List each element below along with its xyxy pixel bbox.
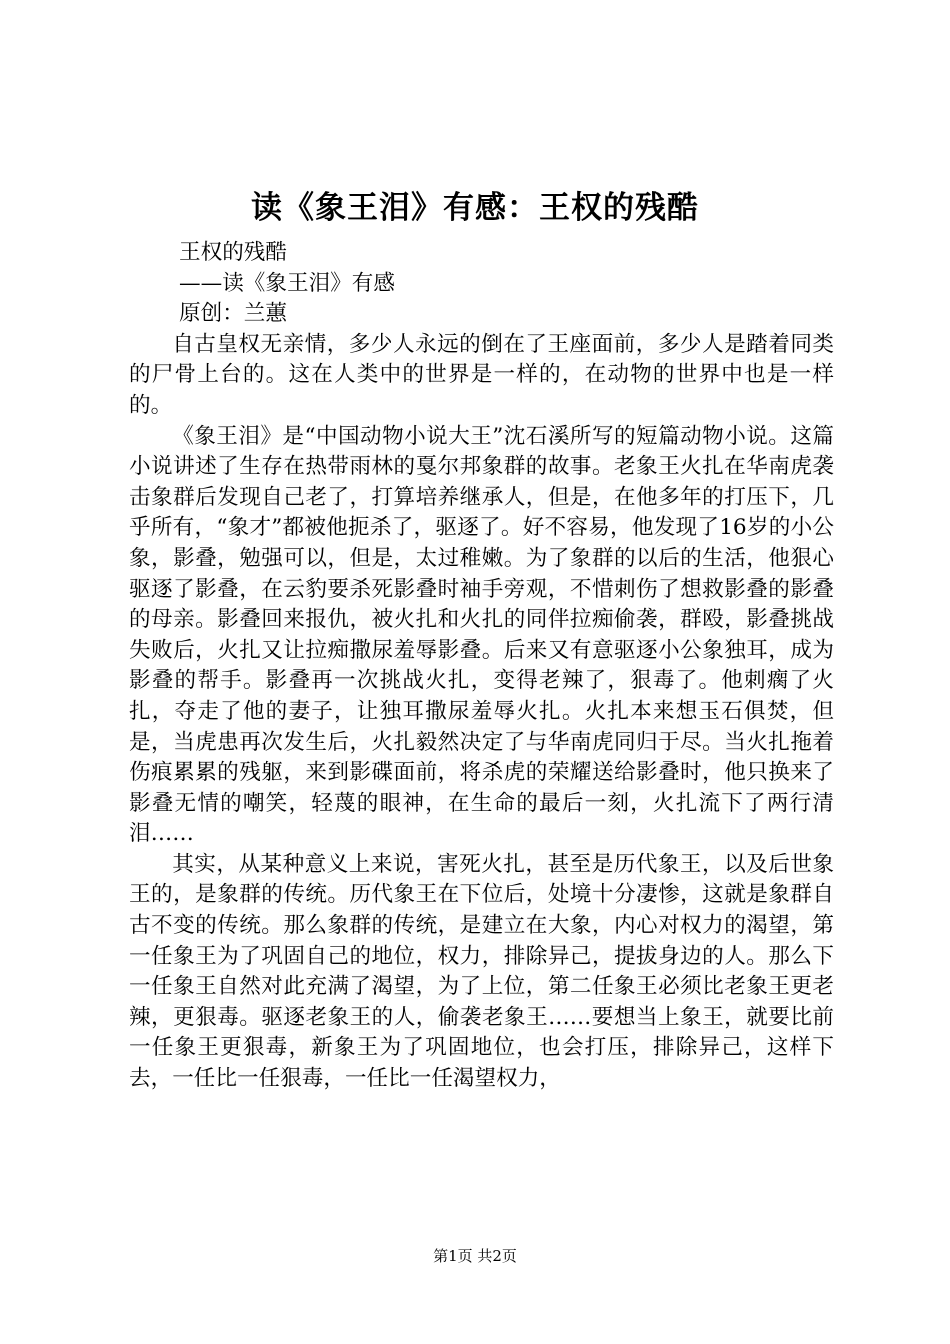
page-footer: 第1页 共2页 [433, 1247, 517, 1265]
subtitle-line: 王权的残酷 [179, 240, 287, 265]
document-body [129, 238, 834, 1095]
paragraph: 自古皇权无亲情，多少人永远的倒在了王座面前，多少人是踏着同类的尸骨上台的。这在人类中的世界是一样的，在动物的世界中也是一样的。 [129, 331, 834, 418]
subtitle-line: ——读《象王泪》有感 [179, 270, 395, 296]
document-title: 读《象王泪》有感：王权的残酷 [251, 190, 699, 226]
paragraph: 其实，从某种意义上来说，害死火扎，甚至是历代象王，以及后世象王的，是象群的传统。历代象王在下位后，处境十分凄惨，这就是象群自古不变的传统。那么象群的传统，是建立在大象，内心对权力的渴望，第一任象王为了巩固自己的地位，权力，排除异己，提拔身边的人。那么下一任象王自然对此充满了渴望，为了上位，第二任象王必须比老象王更老辣，更狠毒。驱逐老象王的人，偷袭老象王……要想当上象王，就要比前一任象王更狠毒，新象王为了巩固地位，也会打压，排除异己，这样下去，一任比一任狠毒，一任比一任渴望权力， [129, 851, 834, 1092]
paragraph: 《象王泪》是“中国动物小说大王”沈石溪所写的短篇动物小说。这篇小说讲述了生存在热带雨林的戛尔邦象群的故事。老象王火扎在华南虎袭击象群后发现自己老了，打算培养继承人，但是，在他多年的打压下，几乎所有，“象才”都被他扼杀了，驱逐了。好不容易，他发现了16岁的小公象，影叠，勉强可以，但是，太过稚嫩。为了象群的以后的生活，他狠心驱逐了影叠，在云豹要杀死影叠时袖手旁观，不惜刺伤了想救影叠的影叠的母亲。影叠回来报仇，被火扎和火扎的同伴拉痴偷袭，群殴，影叠挑战失败后，火扎又让拉痴撒尿羞辱影叠。后来又有意驱逐小公象独耳，成为影叠的帮手。影叠再一次挑战火扎，变得老辣了，狠毒了。他刺瘸了火扎，夺走了他的妻子，让独耳撒尿羞辱火扎。火扎本来想玉石俱焚，但是，当虎患再次发生后，火扎毅然决定了与华南虎同归于尽。当火扎拖着伤痕累累的残躯，来到影碟面前，将杀虎的荣耀送给影叠时，他只换来了影叠无情的嘲笑，轻蔑的眼神，在生命的最后一刻，火扎流下了两行清泪…… [129, 423, 834, 847]
author-line: 原创：兰蕙 [179, 301, 287, 327]
